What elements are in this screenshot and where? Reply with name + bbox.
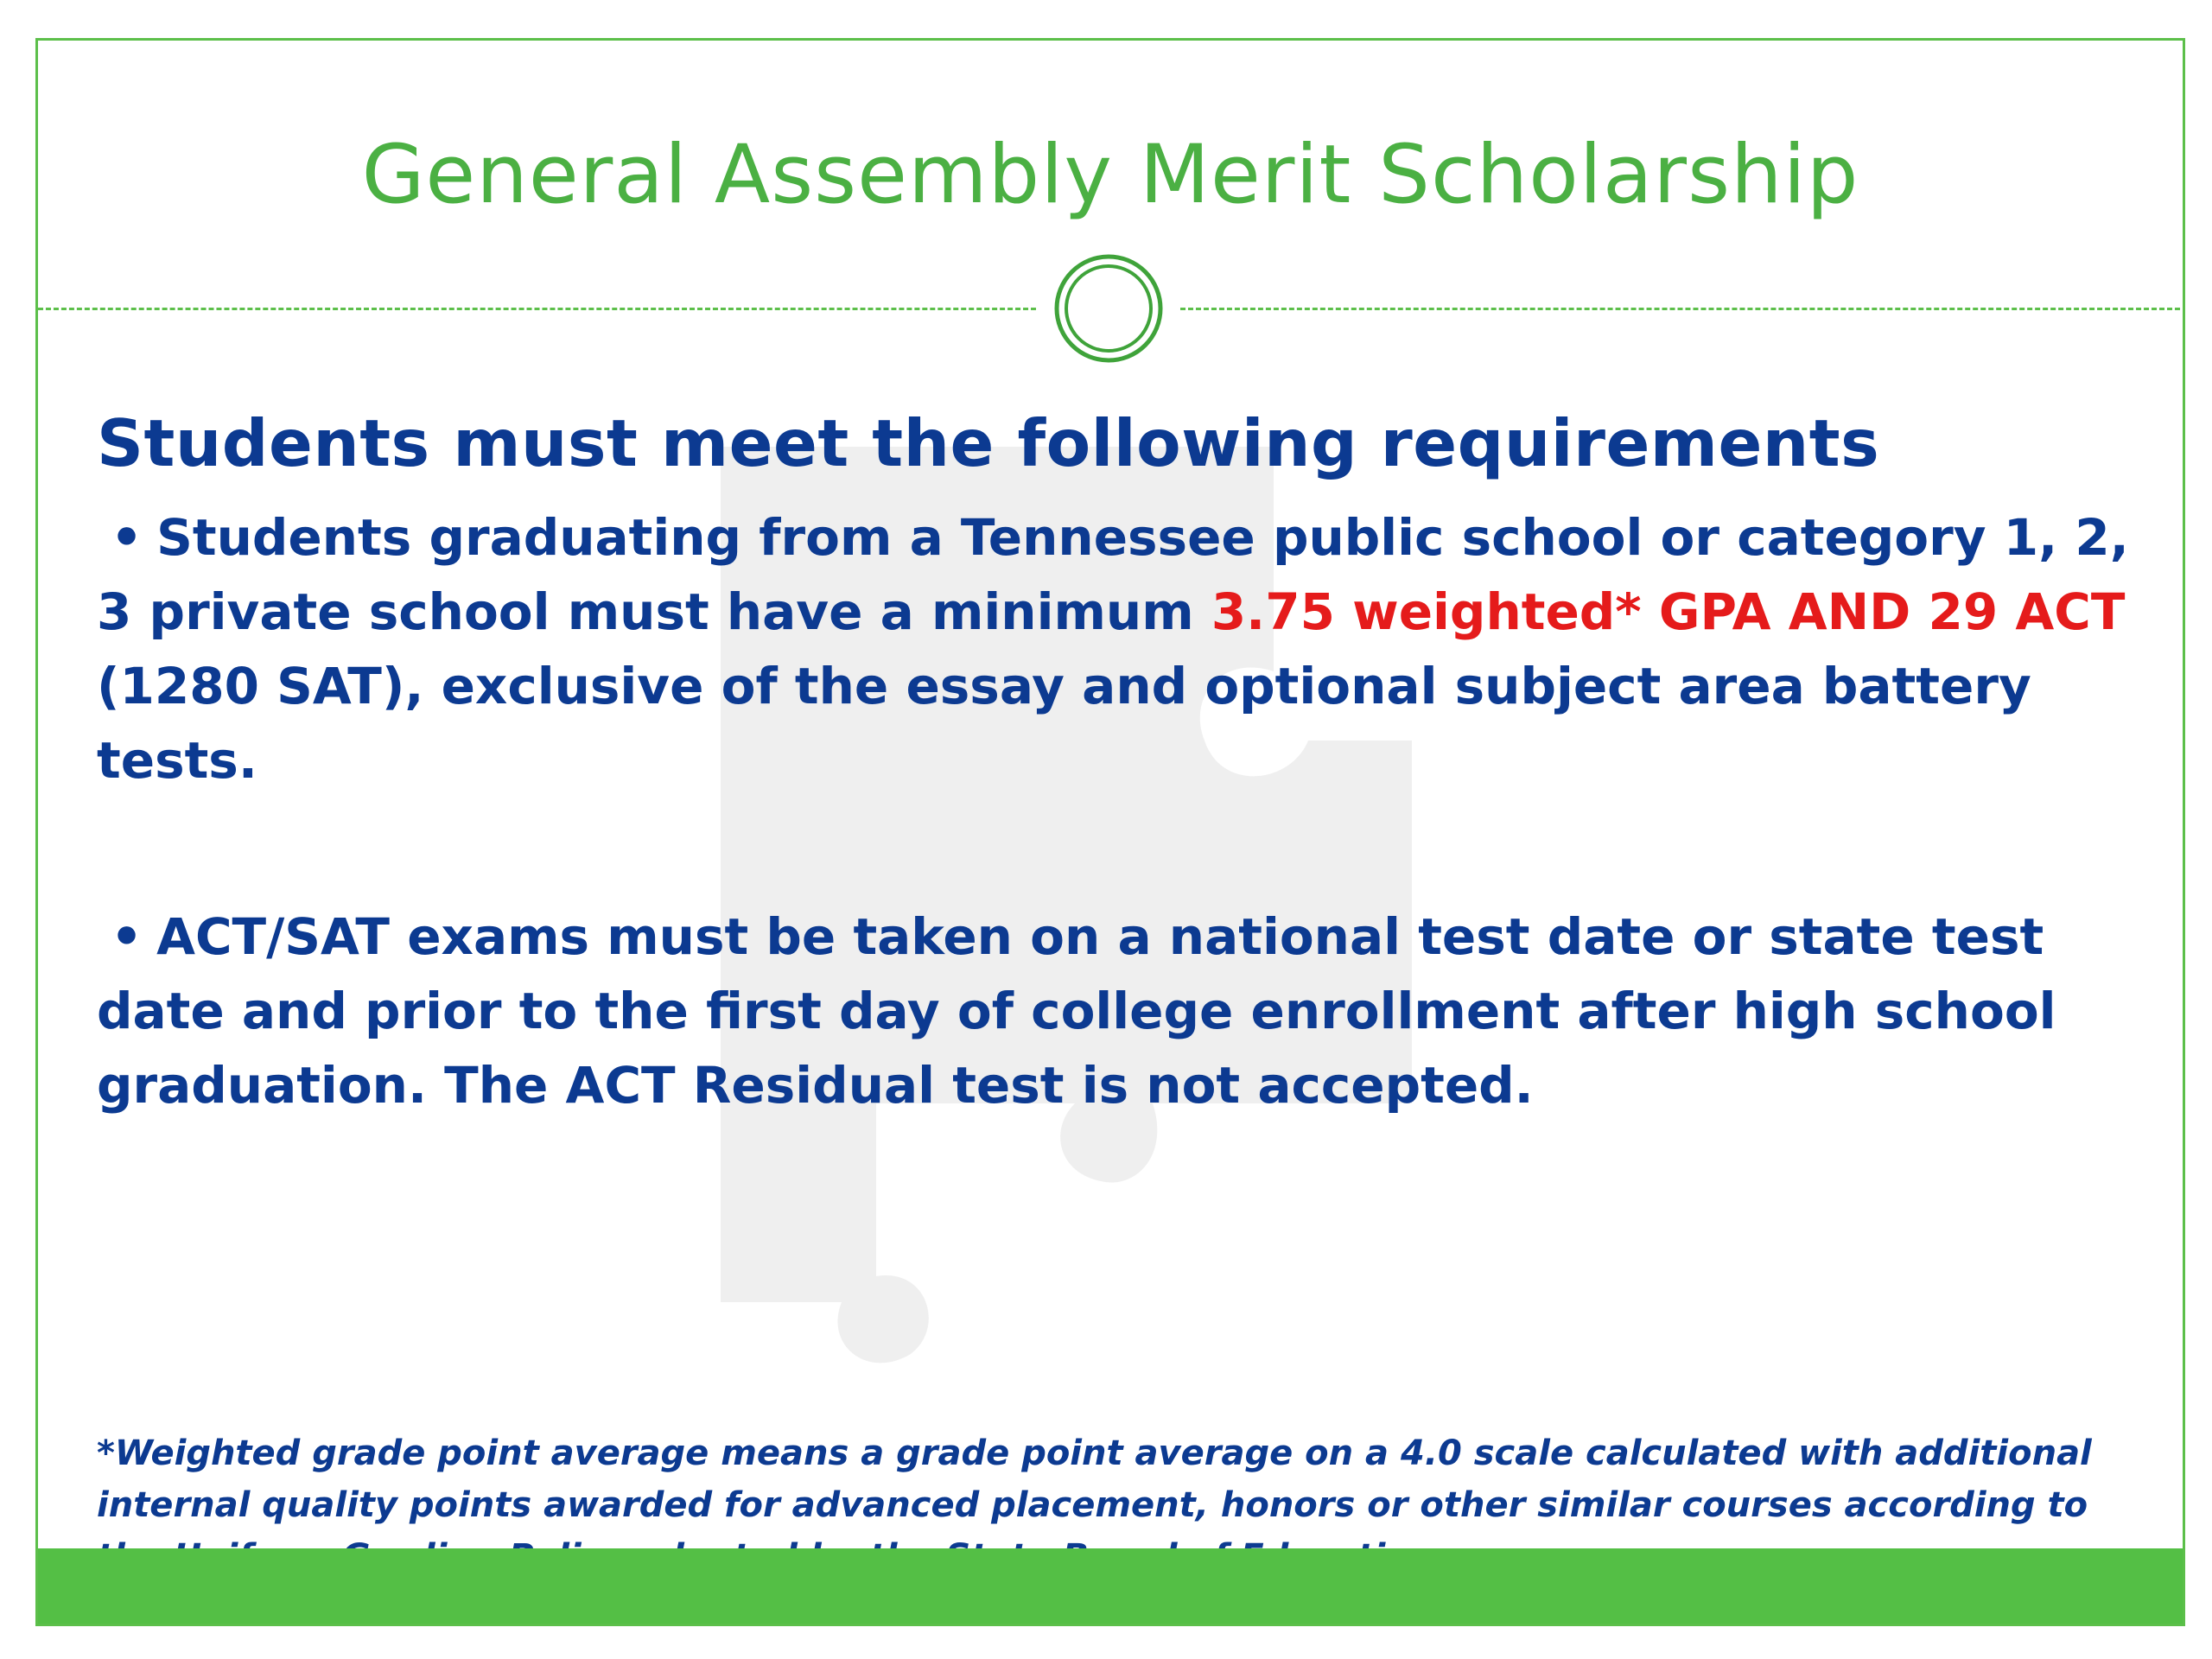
footer-green-bar	[38, 1548, 2183, 1624]
slide-content	[97, 404, 2153, 1122]
divider-left	[38, 308, 1036, 310]
requirement-gpa-act	[97, 500, 2153, 798]
divider-right	[1180, 308, 2185, 310]
requirements-heading: Students must meet the following requirements	[97, 405, 1880, 481]
requirement-test-date	[97, 899, 2153, 1122]
requirement-gpa-text-before: Students graduating from a Tennessee public school or category 1, 2, 3 private school must have a minimum	[97, 507, 2129, 641]
double-circle-icon	[1052, 252, 1165, 365]
slide-title: General Assembly Merit Scholarship	[361, 128, 1859, 222]
requirement-test-date-text: ACT/SAT exams must be taken on a national test date or state test date and prior to the first day of college enrollment after high school graduation. The ACT Residual test is not accepted.	[97, 906, 2056, 1115]
requirement-gpa-highlight: 3.75 weighted* GPA AND 29 ACT	[1211, 582, 2126, 641]
requirement-gpa-text-after: (1280 SAT), exclusive of the essay and optional subject area battery tests.	[97, 656, 2031, 790]
bullet-marker: •	[111, 906, 143, 966]
weighted-gpa-footnote: *Weighted grade point average means a grade point average on a 4.0 scale calculated with additional internal quality points awarded for advanced placement, honors or other similar courses according to	[97, 1433, 2092, 1525]
bullet-marker: •	[111, 507, 143, 567]
slide-frame	[35, 38, 2185, 1626]
